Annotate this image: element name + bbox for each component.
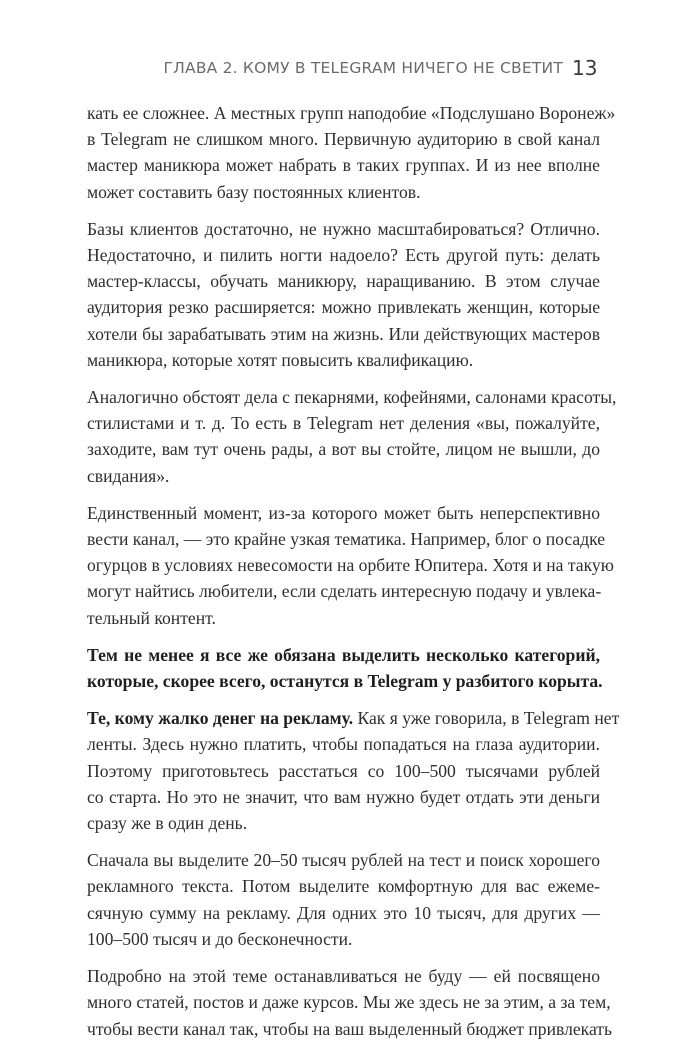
page-body [87, 100, 620, 1053]
running-title: ГЛАВА 2. КОМУ В TELEGRAM НИЧЕГО НЕ СВЕТИТ [163, 59, 563, 77]
text-line: маникюра, которые хотят повысить квалификацию. [87, 349, 474, 370]
text-line: вести канал, — это крайне узкая тематика. Например, блог о посадке [87, 529, 606, 550]
text-line: заходите, вам тут очень рады, а вот вы стойте, лицом не вышли, до [87, 439, 600, 460]
text-line: Поэтому приготовьтесь расстаться со 100–500 тысячами рублей [87, 760, 600, 781]
paragraph-3 [87, 384, 617, 489]
page-number: 13 [572, 56, 598, 80]
text-line: Подробно на этой теме останавливаться не буду — ей посвящено [87, 966, 600, 987]
paragraph-2 [87, 216, 600, 373]
page-header [0, 56, 681, 82]
text-line: кать ее сложнее. А местных групп наподобие «Подслушано Воронеж» [87, 103, 616, 123]
bold-statement [87, 642, 603, 694]
text-line: стилистами и т. д. То есть в Telegram нет деления «вы, пожалуйте, [87, 413, 600, 434]
text-line: мастер маникюра может набрать в таких группах. И из нее вполне [87, 155, 600, 176]
text-line: Базы клиентов достаточно, не нужно масштабироваться? Отлично. [87, 218, 600, 239]
text-line [87, 705, 620, 731]
text-line: могут найтись любители, если сделать интересную подачу и увлека- [87, 581, 602, 602]
paragraph-7 [87, 963, 613, 1042]
text-line: Недостаточно, и пилить ногти надоело? Есть другой путь: делать [87, 245, 600, 266]
text-line: огурцов в условиях невесомости на орбите Юпитера. Хотя и на такую [87, 555, 614, 576]
paragraph-4 [87, 500, 614, 631]
text-line: сячную сумму на рекламу. Для одних это 10 тысяч, для других — [87, 902, 600, 923]
text-line: может составить базу постоянных клиентов. [87, 181, 421, 202]
text-line: тельный контент. [87, 607, 216, 628]
category-lead-in: Те, кому жалко денег на рекламу. [87, 708, 354, 729]
text-line: аудитория резко расширяется: можно привлекать женщин, которые [87, 297, 600, 318]
text-fragment: Как я уже говорила, в Telegram нет [353, 708, 620, 729]
text-line: Тем не менее я все же обязана выделить несколько категорий, [87, 644, 600, 665]
paragraph-6 [87, 847, 600, 952]
text-line: Аналогично обстоят дела с пекарнями, кофейнями, салонами красоты, [87, 387, 617, 408]
text-line: 100–500 тысяч и до бесконечности. [87, 928, 353, 949]
text-line: мастер-классы, обучать маникюру, наращиванию. В этом случае [87, 271, 600, 292]
text-line: сразу же в один день. [87, 813, 248, 834]
text-line: чтобы вести канал так, чтобы на ваш выделенный бюджет привлекать [87, 1018, 613, 1039]
paragraph-category-ads [87, 705, 620, 836]
text-line: Сначала вы выделите 20–50 тысяч рублей на тест и поиск хорошего [87, 850, 600, 871]
text-line: которые, скорее всего, останутся в Telegram у разбитого корыта. [87, 671, 603, 692]
text-line: Единственный момент, из-за которого может быть неперспективно [87, 502, 600, 523]
paragraph-1 [87, 100, 616, 205]
text-line: хотели бы зарабатывать этим на жизнь. Или действующих мастеров [87, 323, 600, 344]
text-line: в Telegram не слишком много. Первичную аудиторию в свой канал [87, 129, 600, 150]
text-line: со старта. Но это не значит, что вам нужно будет отдать эти деньги [87, 786, 600, 807]
text-line: много статей, постов и даже курсов. Мы же здесь не за этим, а за тем, [87, 992, 611, 1013]
text-line: свидания». [87, 465, 170, 486]
text-line: ленты. Здесь нужно платить, чтобы попадаться на глаза аудитории. [87, 734, 600, 755]
text-line: рекламного текста. Потом выделите комфортную для вас ежеме- [87, 876, 600, 897]
